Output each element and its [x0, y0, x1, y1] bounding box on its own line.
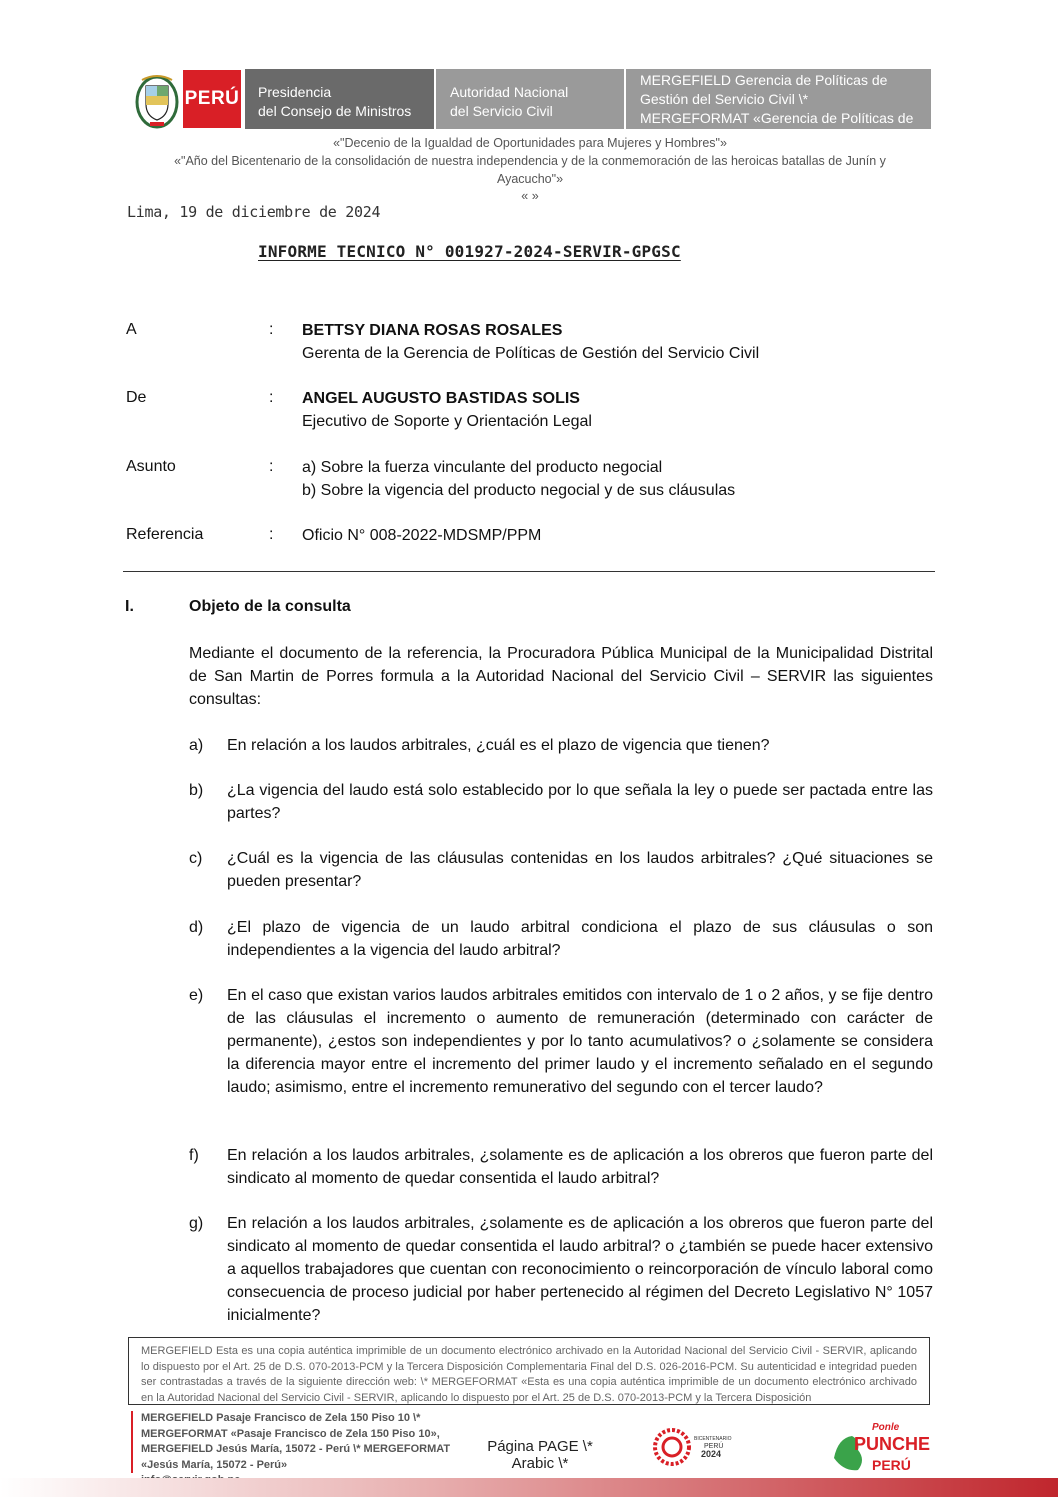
anio-line-cont: Ayacucho"»	[496, 172, 564, 186]
footer-address-block	[131, 1411, 481, 1473]
footer-color-bar	[0, 1478, 1058, 1497]
header-gerencia-line2: Gestión del Servicio Civil \*	[640, 91, 809, 107]
header-pcm-line1: Presidencia	[258, 84, 332, 100]
page-number-field	[470, 1438, 610, 1474]
question-letter-f: f)	[189, 1147, 199, 1164]
authenticity-notice: MERGEFIELD Esta es una copia auténtica imprimible de un documento electrónico archivado en la Autoridad Nacional del Servicio Civil - SERVIR, aplicando lo dispuesto por el Art. 25 de D.S. 070-2013-PCM y la Tercera Disposición Complementaria Final del D.S. 026-2016-PCM. Su autenticidad e integridad pueden ser contrastadas a través de la siguiente dirección web: \* MERGEFORMAT «Esta es una copia auténtica imprimible de un documento electrónico archivado en la Autoridad Nacional del Servicio Civil - SERVIR, aplicando lo dispuesto por el Art. 25 de D.S. 070-2013-PCM y la Tercera Disposición	[128, 1337, 930, 1405]
decenio-line: «"Decenio de la Igualdad de Oportunidades para Mujeres y Hombres"»	[333, 136, 727, 150]
subject-colon: :	[269, 458, 274, 475]
header-gerencia-box	[626, 69, 931, 129]
header-divider	[123, 571, 935, 572]
question-text-f: En relación a los laudos arbitrales, ¿solamente es de aplicación a los obreros que fueron parte del sindicato al momento de quedar consentida el laudo arbitral?	[227, 1147, 933, 1187]
subject-value	[302, 456, 735, 502]
question-letter-a: a)	[189, 737, 204, 754]
reference-value: Oficio N° 008-2022-MDSMP/PPM	[302, 527, 542, 544]
question-letter-d: d)	[189, 919, 204, 936]
punche-text-3: PERÚ	[872, 1457, 911, 1473]
from-role: Ejecutivo de Soporte y Orientación Legal	[302, 413, 592, 430]
from-label: De	[126, 389, 147, 406]
header-servir-box	[436, 69, 624, 129]
subject-label: Asunto	[126, 458, 176, 475]
punche-text-2: PUNCHE	[854, 1434, 931, 1454]
empty-quote-line: « »	[521, 189, 539, 203]
section-title: Objeto de la consulta	[189, 598, 351, 615]
document-date: Lima, 19 de diciembre de 2024	[127, 203, 381, 221]
from-name: ANGEL AUGUSTO BASTIDAS SOLIS	[302, 390, 580, 407]
bicentenario-text-3: 2024	[701, 1449, 722, 1459]
bicentenario-text-2: PERÚ	[704, 1443, 724, 1450]
question-letter-b: b)	[189, 782, 204, 799]
subject-item-a: a) Sobre la fuerza vinculante del producto negocial	[302, 459, 663, 476]
to-colon: :	[269, 321, 274, 338]
header-gerencia-line3: MERGEFORMAT «Gerencia de Políticas de	[640, 110, 914, 126]
ponle-punche-logo	[828, 1418, 931, 1474]
question-text-d: ¿El plazo de vigencia de un laudo arbitral condiciona el plazo de sus cláusulas o son independientes a la vigencia del laudo arbitral?	[227, 919, 933, 959]
national-shield-logo	[134, 74, 180, 130]
intro-paragraph: Mediante el documento de la referencia, la Procuradora Pública Municipal de la Municipalidad Distrital de San Martin de Porres formula a la Autoridad Nacional del Servicio Civil – SERVIR las siguientes consultas:	[189, 645, 933, 708]
question-text-e: En el caso que existan varios laudos arbitrales emitidos con intervalo de 1 o 2 años, y se fije dentro de las cláusulas el incremento o aumento de remuneración (determinado con carácter de permanente), ¿estos son independientes y por lo tanto acumulativos? o ¿solamente se considera la diferencia mayor entre el incremento del primer laudo y el incremento señalado en el segundo laudo; asimismo, entre el incremento remunerativo del segundo con el tercer laudo?	[227, 987, 933, 1096]
to-value	[302, 319, 759, 365]
page-field-line2: Arabic \*	[511, 1455, 569, 1472]
punche-text-1: Ponle	[872, 1422, 900, 1433]
question-text-b: ¿La vigencia del laudo está solo establecido por lo que señala la ley o puede ser pactada entre las partes?	[227, 782, 933, 822]
reference-colon: :	[269, 526, 274, 543]
peru-logo-text: PERÚ	[184, 88, 240, 109]
bicentenario-text-1: BICENTENARIO	[694, 1436, 732, 1442]
page-field-line1: Página PAGE \*	[487, 1438, 593, 1455]
section-number: I.	[125, 598, 134, 615]
from-value	[302, 387, 592, 433]
header-pcm-line2: del Consejo de Ministros	[258, 103, 412, 119]
anio-line: «"Año del Bicentenario de la consolidación de nuestra independencia y de la conmemoración de las heroicas batallas de Junín y	[174, 154, 886, 168]
bicentenario-logo	[652, 1422, 742, 1472]
reference-label: Referencia	[126, 526, 204, 543]
question-letter-c: c)	[189, 850, 203, 867]
question-text-c: ¿Cuál es la vigencia de las cláusulas contenidas en los laudos arbitrales? ¿Qué situaciones se pueden presentar?	[227, 850, 933, 890]
to-name: BETTSY DIANA ROSAS ROSALES	[302, 322, 563, 339]
header-pcm-box	[245, 69, 434, 129]
peru-logo	[183, 70, 241, 128]
header-gerencia-line1: MERGEFIELD Gerencia de Políticas de	[640, 72, 888, 88]
question-letter-g: g)	[189, 1215, 204, 1232]
subject-item-b: b) Sobre la vigencia del producto negocial y de sus cláusulas	[302, 482, 736, 499]
question-text-g: En relación a los laudos arbitrales, ¿solamente es de aplicación a los obreros que fueron parte del sindicato al momento de quedar consentida el laudo arbitral? o ¿también se puede hacer extensivo a aquellos trabajadores que cuentan con reconocimiento o reincorporación de vínculo laboral como consecuencia de proceso judicial por haber pertenecido al régimen del Decreto Legislativo N° 1057 inicialmente?	[227, 1215, 933, 1324]
to-role: Gerenta de la Gerencia de Políticas de Gestión del Servicio Civil	[302, 345, 760, 362]
question-text-a: En relación a los laudos arbitrales, ¿cuál es el plazo de vigencia que tienen?	[227, 737, 770, 754]
header-servir-line1: Autoridad Nacional	[450, 84, 569, 100]
header-servir-line2: del Servicio Civil	[450, 103, 553, 119]
question-letter-e: e)	[189, 987, 204, 1004]
from-colon: :	[269, 389, 274, 406]
footer-address: MERGEFIELD Pasaje Francisco de Zela 150 Piso 10 \* MERGEFORMAT «Pasaje Francisco de Zela 150 Piso 10», MERGEFIELD Jesús María, 15072 - Perú \* MERGEFORMAT «Jesús María, 15072 - Perú»	[141, 1412, 451, 1471]
report-title: INFORME TECNICO N° 001927-2024-SERVIR-GPGSC	[258, 242, 681, 261]
to-label: A	[126, 321, 137, 338]
